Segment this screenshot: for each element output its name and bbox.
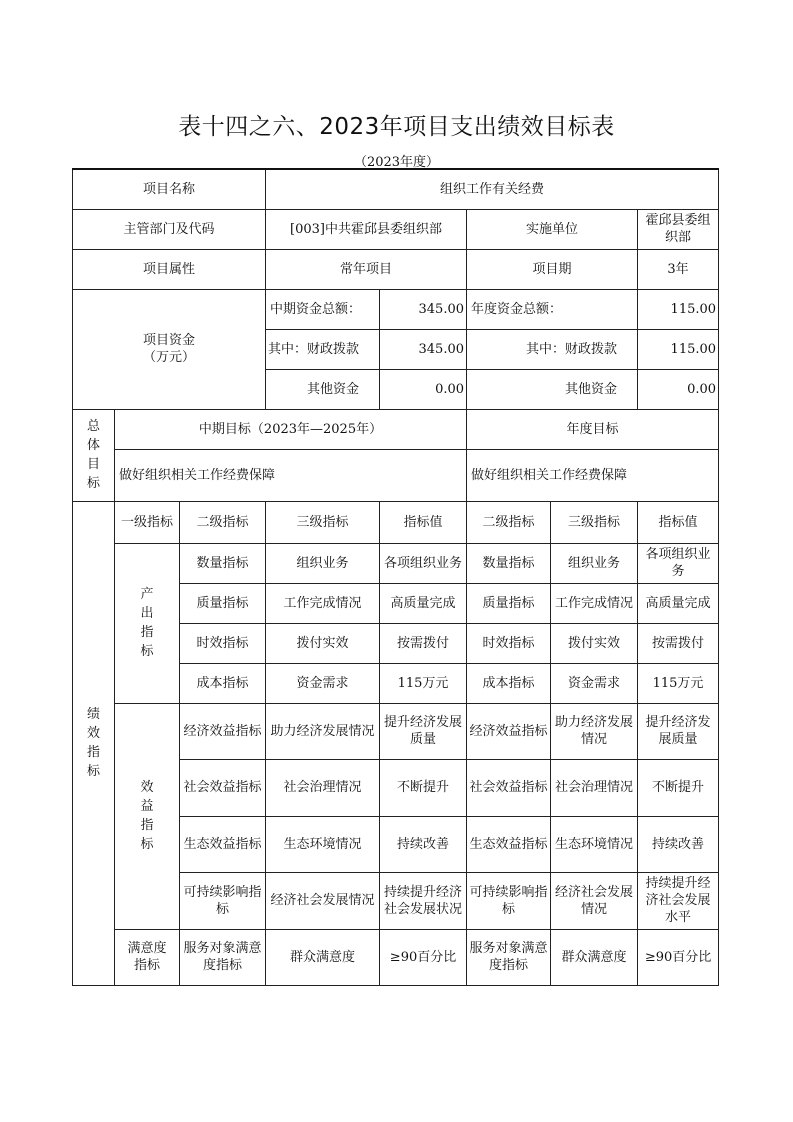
impl-value: 霍邱县委组织部 [638, 209, 719, 249]
level3-cell: 资金需求 [266, 663, 380, 703]
value-cell: 持续改善 [380, 816, 467, 872]
value-cell: ≥90百分比 [380, 929, 467, 985]
annual-level3-cell: 助力经济发展情况 [551, 703, 638, 759]
annual-level2-cell: 经济效益指标 [467, 703, 551, 759]
funds-label-line2: （万元） [143, 350, 196, 365]
indicators-side-char: 指 [86, 745, 100, 760]
output-label-char: 产 [140, 587, 154, 602]
mid-fiscal-value: 345.00 [380, 329, 467, 369]
goals-header-row [73, 409, 719, 449]
output-indicator-label [115, 543, 180, 703]
annual-total-value: 115.00 [638, 289, 719, 329]
value-cell: 不断提升 [380, 759, 467, 816]
indicators-side-char: 绩 [86, 707, 100, 722]
annual-level2-cell: 质量指标 [467, 583, 551, 623]
output-label-char: 标 [140, 644, 154, 659]
indicators-side-label [73, 501, 115, 985]
annual-value-cell: 持续改善 [638, 816, 719, 872]
header-level2: 二级指标 [180, 501, 266, 543]
satisfaction-label-line: 指标 [133, 958, 160, 973]
annual-other-value: 0.00 [638, 369, 719, 409]
mid-other-label: 其他资金 [266, 369, 380, 409]
benefit-label-char: 益 [140, 799, 154, 814]
level2-cell: 生态效益指标 [180, 816, 266, 872]
level2-cell: 服务对象满意度指标 [180, 929, 266, 985]
indicators-side-char: 标 [86, 764, 100, 779]
satisfaction-label-line: 满意度 [127, 941, 167, 956]
year-label: （2023年度） [353, 155, 440, 170]
value-cell: 按需拨付 [380, 623, 467, 663]
dept-row [73, 209, 719, 249]
level3-cell: 工作完成情况 [266, 583, 380, 623]
funds-label-line1: 项目资金 [143, 333, 196, 348]
header-annual-level2: 二级指标 [467, 501, 551, 543]
performance-table [72, 168, 719, 986]
benefit-label-char: 效 [140, 780, 154, 795]
annual-level3-cell: 群众满意度 [551, 929, 638, 985]
annual-value-cell: 高质量完成 [638, 583, 719, 623]
mid-total-value: 345.00 [380, 289, 467, 329]
annual-value-cell: 各项组织业务 [638, 543, 719, 583]
period-label: 项目期 [467, 249, 638, 289]
level3-cell: 经济社会发展情况 [266, 872, 380, 929]
annual-value-cell: 提升经济发展质量 [638, 703, 719, 759]
header-annual-level3: 三级指标 [551, 501, 638, 543]
level2-cell: 数量指标 [180, 543, 266, 583]
annual-fiscal-label: 其中：财政拨款 [467, 329, 638, 369]
level3-cell: 组织业务 [266, 543, 380, 583]
attr-label: 项目属性 [73, 249, 266, 289]
mid-goal-text: 做好组织相关工作经费保障 [115, 449, 467, 501]
indicators-side-char: 效 [86, 726, 100, 741]
goals-text-row [73, 449, 719, 501]
annual-level3-cell: 社会治理情况 [551, 759, 638, 816]
annual-level2-cell: 可持续影响指标 [467, 872, 551, 929]
annual-value-cell: 按需拨付 [638, 623, 719, 663]
value-cell: 各项组织业务 [380, 543, 467, 583]
mid-fiscal-label: 其中：财政拨款 [266, 329, 380, 369]
project-name-value: 组织工作有关经费 [266, 169, 719, 209]
annual-level2-cell: 成本指标 [467, 663, 551, 703]
annual-level2-cell: 服务对象满意度指标 [467, 929, 551, 985]
table-row [73, 929, 719, 985]
annual-value-cell: 持续提升经济社会发展水平 [638, 872, 719, 929]
mid-goal-header: 中期目标（2023年—2025年） [115, 409, 467, 449]
period-value: 3年 [638, 249, 719, 289]
table-row [73, 543, 719, 583]
level3-cell: 社会治理情况 [266, 759, 380, 816]
annual-level2-cell: 时效指标 [467, 623, 551, 663]
annual-level3-cell: 资金需求 [551, 663, 638, 703]
page-title: 表十四之六、2023年项目支出绩效目标表 [178, 114, 615, 140]
goals-side-char: 标 [86, 476, 100, 491]
annual-value-cell: 不断提升 [638, 759, 719, 816]
annual-level3-cell: 拨付实效 [551, 623, 638, 663]
funds-row-total [73, 289, 719, 329]
annual-level3-cell: 组织业务 [551, 543, 638, 583]
annual-level3-cell: 生态环境情况 [551, 816, 638, 872]
mid-total-label: 中期资金总额： [266, 289, 380, 329]
dept-label: 主管部门及代码 [73, 209, 266, 249]
benefit-label-char: 指 [140, 818, 154, 833]
level3-cell: 生态环境情况 [266, 816, 380, 872]
level2-cell: 社会效益指标 [180, 759, 266, 816]
goals-side-char: 体 [86, 438, 100, 453]
output-label-char: 指 [140, 625, 154, 640]
table-row [73, 703, 719, 759]
value-cell: 115万元 [380, 663, 467, 703]
level2-cell: 质量指标 [180, 583, 266, 623]
goals-side-char: 总 [86, 419, 100, 434]
level3-cell: 拨付实效 [266, 623, 380, 663]
annual-goal-header: 年度目标 [467, 409, 719, 449]
annual-level2-cell: 数量指标 [467, 543, 551, 583]
impl-label: 实施单位 [467, 209, 638, 249]
header-annual-value: 指标值 [638, 501, 719, 543]
header-level1: 一级指标 [115, 501, 180, 543]
annual-level3-cell: 经济社会发展情况 [551, 872, 638, 929]
project-name-label: 项目名称 [73, 169, 266, 209]
goals-side-char: 目 [86, 457, 100, 472]
level2-cell: 经济效益指标 [180, 703, 266, 759]
level2-cell: 成本指标 [180, 663, 266, 703]
annual-level3-cell: 工作完成情况 [551, 583, 638, 623]
level3-cell: 群众满意度 [266, 929, 380, 985]
annual-value-cell: ≥90百分比 [638, 929, 719, 985]
benefit-label-char: 标 [140, 837, 154, 852]
benefit-indicator-label [115, 703, 180, 929]
value-cell: 提升经济发展质量 [380, 703, 467, 759]
attr-value: 常年项目 [266, 249, 467, 289]
project-name-row [73, 169, 719, 209]
output-label-char: 出 [140, 606, 154, 621]
dept-value: [003]中共霍邱县委组织部 [266, 209, 467, 249]
annual-level2-cell: 社会效益指标 [467, 759, 551, 816]
annual-level2-cell: 生态效益指标 [467, 816, 551, 872]
annual-value-cell: 115万元 [638, 663, 719, 703]
funds-label [73, 289, 266, 409]
header-level3: 三级指标 [266, 501, 380, 543]
header-value: 指标值 [380, 501, 467, 543]
level3-cell: 助力经济发展情况 [266, 703, 380, 759]
value-cell: 高质量完成 [380, 583, 467, 623]
attr-row [73, 249, 719, 289]
level2-cell: 可持续影响指标 [180, 872, 266, 929]
annual-goal-text: 做好组织相关工作经费保障 [467, 449, 719, 501]
annual-fiscal-value: 115.00 [638, 329, 719, 369]
annual-other-label: 其他资金 [467, 369, 638, 409]
goals-side-label [73, 409, 115, 501]
annual-total-label: 年度资金总额： [467, 289, 638, 329]
value-cell: 持续提升经济社会发展状况 [380, 872, 467, 929]
mid-other-value: 0.00 [380, 369, 467, 409]
level2-cell: 时效指标 [180, 623, 266, 663]
satisfaction-indicator-label [115, 929, 180, 985]
indicator-header-row [73, 501, 719, 543]
